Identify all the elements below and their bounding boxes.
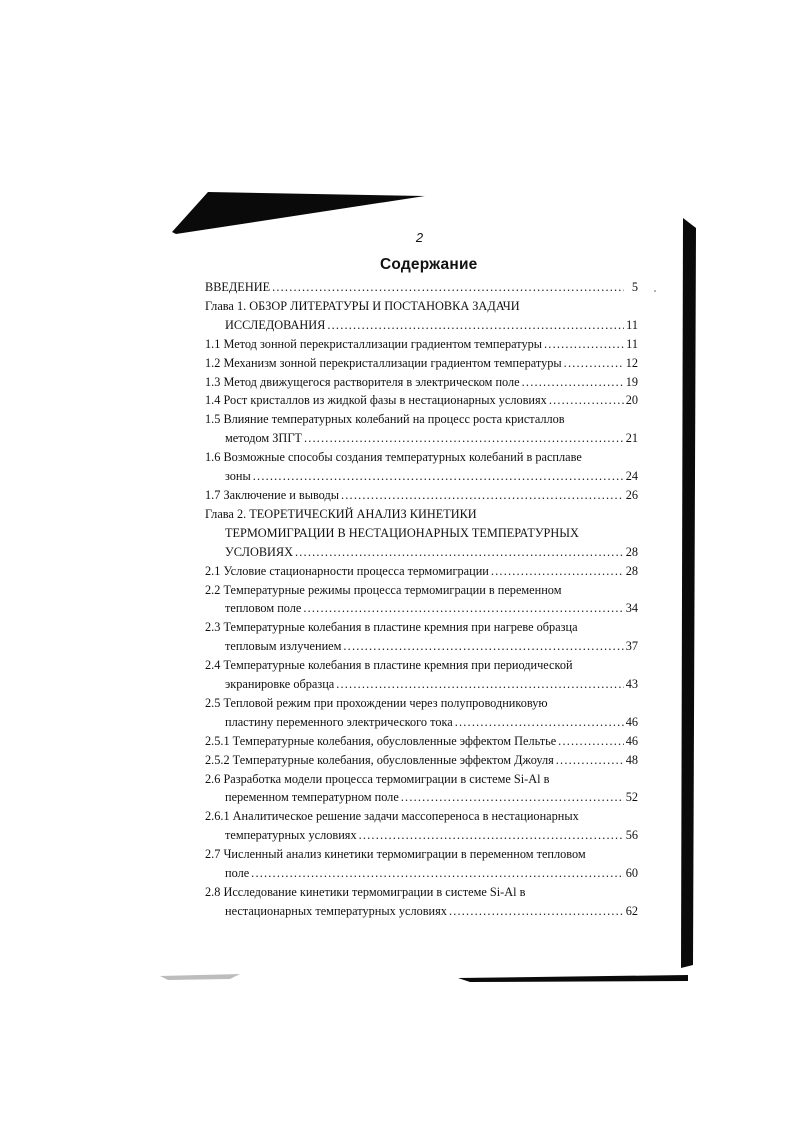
toc-leader-dots (522, 373, 624, 392)
toc-entry-last-line (205, 713, 638, 732)
toc-page-number: 37 (625, 639, 638, 654)
toc-page-number: 28 (625, 544, 638, 559)
toc-leader-dots (251, 864, 624, 883)
toc-page-number: 24 (625, 469, 638, 484)
toc-entry-text: зоны (225, 469, 251, 484)
toc-entry-text: 1.6 Возможные способы создания температурных колебаний в расплаве (205, 450, 582, 465)
toc-leader-dots (564, 354, 624, 373)
toc-leader-dots (449, 902, 624, 921)
toc-entry-last-line (205, 278, 638, 297)
toc-page-number: 19 (625, 374, 638, 389)
toc-entry-text: нестационарных температурных условиях (225, 903, 447, 918)
toc-entry-last-line (205, 543, 638, 562)
toc-entry-text: УСЛОВИЯХ (225, 544, 293, 559)
toc-entry (205, 618, 638, 656)
toc-leader-dots (544, 335, 624, 354)
toc-entry (205, 770, 638, 808)
toc-entry-text: 2.3 Температурные колебания в пластине кремния при нагреве образца (205, 620, 578, 635)
toc-leader-dots (558, 732, 624, 751)
toc-entry-text: 2.5 Тепловой режим при прохождении через полупроводниковую (205, 695, 548, 710)
toc-entry-last-line (205, 732, 638, 751)
toc-entry-last-line (205, 788, 638, 807)
toc-leader-dots (253, 467, 624, 486)
toc-entry-text: 2.5.2 Температурные колебания, обусловленные эффектом Джоуля (205, 752, 554, 767)
toc-leader-dots (303, 599, 623, 618)
toc-leader-dots (491, 562, 624, 581)
toc-page-number: 43 (625, 677, 638, 692)
toc-entry (205, 807, 638, 845)
toc-page-number: 26 (625, 487, 638, 502)
toc-entry-text: 2.6.1 Аналитическое решение задачи массопереноса в нестационарных (205, 809, 579, 824)
top-left-wedge (172, 192, 425, 234)
toc-page-number: 34 (625, 601, 638, 616)
toc-entry-text: 1.4 Рост кристаллов из жидкой фазы в нестационарных условиях (205, 393, 547, 408)
toc-entry-text: 1.1 Метод зонной перекристаллизации градиентом температуры (205, 336, 543, 351)
bottom-left-smudge (160, 974, 240, 980)
toc-leader-dots (359, 826, 624, 845)
toc-entry (205, 410, 638, 448)
toc-page-number: 11 (626, 317, 638, 332)
toc-page-number: 46 (625, 714, 638, 729)
toc-entry-text: 1.5 Влияние температурных колебаний на процесс роста кристаллов (205, 412, 565, 427)
toc-entry-text: 1.7 Заключение и выводы (205, 487, 339, 502)
toc-entry-text: 2.1 Условие стационарности процесса термомиграции (205, 563, 489, 578)
speck (654, 290, 656, 292)
toc-entry (205, 448, 638, 486)
toc-entry (205, 505, 638, 562)
toc-entry-text: Глава 2. ТЕОРЕТИЧЕСКИЙ АНАЛИЗ КИНЕТИКИ (205, 506, 477, 521)
toc-entry-text: поле (225, 866, 250, 881)
table-of-contents (205, 278, 638, 921)
toc-leader-dots (343, 637, 623, 656)
toc-entry-text: ТЕРМОМИГРАЦИИ В НЕСТАЦИОНАРНЫХ ТЕМПЕРАТУРНЫХ (225, 525, 579, 540)
toc-entry-last-line (205, 599, 638, 618)
toc-entry-text: пластину переменного электрического тока (225, 714, 453, 729)
toc-leader-dots (304, 429, 624, 448)
toc-entry-last-line (205, 826, 638, 845)
toc-entry-last-line (205, 373, 638, 392)
toc-page-number: 11 (626, 336, 638, 351)
toc-entry-last-line (205, 486, 638, 505)
toc-entry-text: тепловом поле (225, 601, 302, 616)
toc-entry-last-line (205, 316, 638, 335)
toc-leader-dots (549, 391, 624, 410)
page-title: Содержание (380, 256, 478, 273)
toc-entry-text: 2.4 Температурные колебания в пластине кремния при периодической (205, 658, 573, 673)
toc-entry (205, 694, 638, 732)
toc-entry (205, 354, 638, 373)
toc-page-number: 48 (625, 752, 638, 767)
toc-entry-last-line (205, 335, 638, 354)
toc-entry (205, 391, 638, 410)
toc-entry (205, 656, 638, 694)
toc-entry (205, 562, 638, 581)
toc-page-number: 62 (625, 903, 638, 918)
toc-entry-last-line (205, 391, 638, 410)
toc-leader-dots (272, 278, 624, 297)
toc-leader-dots (401, 788, 624, 807)
toc-entry-text: 2.8 Исследование кинетики термомиграции в системе Si-Al в (205, 885, 526, 899)
toc-entry-text: 2.5.1 Температурные колебания, обусловленные эффектом Пельтье (205, 733, 557, 748)
toc-leader-dots (336, 675, 623, 694)
toc-leader-dots (341, 486, 624, 505)
toc-entry-text: 2.2 Температурные режимы процесса термомиграции в переменном (205, 582, 562, 597)
toc-entry (205, 335, 638, 354)
toc-entry-text: тепловым излучением (225, 639, 342, 654)
page-number: 2 (415, 230, 424, 245)
toc-entry (205, 732, 638, 751)
toc-entry-last-line (205, 864, 638, 883)
toc-entry-text: Глава 1. ОБЗОР ЛИТЕРАТУРЫ И ПОСТАНОВКА ЗАДАЧИ (205, 298, 520, 313)
toc-entry-text: 2.7 Численный анализ кинетики термомиграции в переменном тепловом (205, 847, 586, 862)
toc-entry-last-line (205, 637, 638, 656)
toc-page-number: 52 (625, 790, 638, 805)
toc-entry-last-line (205, 354, 638, 373)
toc-page-number: 20 (625, 393, 638, 408)
toc-leader-dots (327, 316, 624, 335)
toc-entry-last-line (205, 429, 638, 448)
toc-entry (205, 486, 638, 505)
toc-entry-text: экранировке образца (225, 677, 335, 692)
toc-entry (205, 845, 638, 883)
toc-entry (205, 373, 638, 392)
toc-page-number: 21 (625, 431, 638, 446)
toc-entry-last-line (205, 902, 638, 921)
bottom-edge-strip (458, 975, 688, 982)
toc-entry-text: переменном температурном поле (225, 790, 399, 805)
toc-entry (205, 278, 638, 297)
toc-leader-dots (295, 543, 624, 562)
toc-entry-text: 1.2 Механизм зонной перекристаллизации градиентом температуры (205, 355, 562, 370)
toc-entry-text: температурных условиях (225, 828, 357, 843)
toc-entry-text: ВВЕДЕНИЕ (205, 280, 271, 294)
toc-leader-dots (556, 751, 624, 770)
toc-page-number: 12 (625, 355, 638, 370)
toc-entry-text: 1.3 Метод движущегося растворителя в электрическом поле (205, 374, 520, 389)
toc-page-number: 60 (625, 866, 638, 881)
toc-entry-last-line (205, 675, 638, 694)
toc-entry-last-line (205, 751, 638, 770)
toc-page-number: 56 (625, 828, 638, 843)
toc-entry-text: методом ЗПГТ (225, 431, 302, 446)
toc-leader-dots (455, 713, 624, 732)
toc-entry (205, 297, 638, 335)
toc-entry (205, 581, 638, 619)
toc-page-number: 46 (625, 733, 638, 748)
toc-entry-text: ИССЛЕДОВАНИЯ (225, 317, 326, 332)
toc-entry-last-line (205, 467, 638, 486)
toc-entry (205, 883, 638, 921)
toc-entry-last-line (205, 562, 638, 581)
toc-entry (205, 751, 638, 770)
toc-page-number: 5 (631, 280, 638, 294)
toc-entry-text: 2.6 Разработка модели процесса термомиграции в системе Si-Al в (205, 771, 550, 786)
right-edge-bar (681, 218, 696, 968)
toc-page-number: 28 (625, 563, 638, 578)
